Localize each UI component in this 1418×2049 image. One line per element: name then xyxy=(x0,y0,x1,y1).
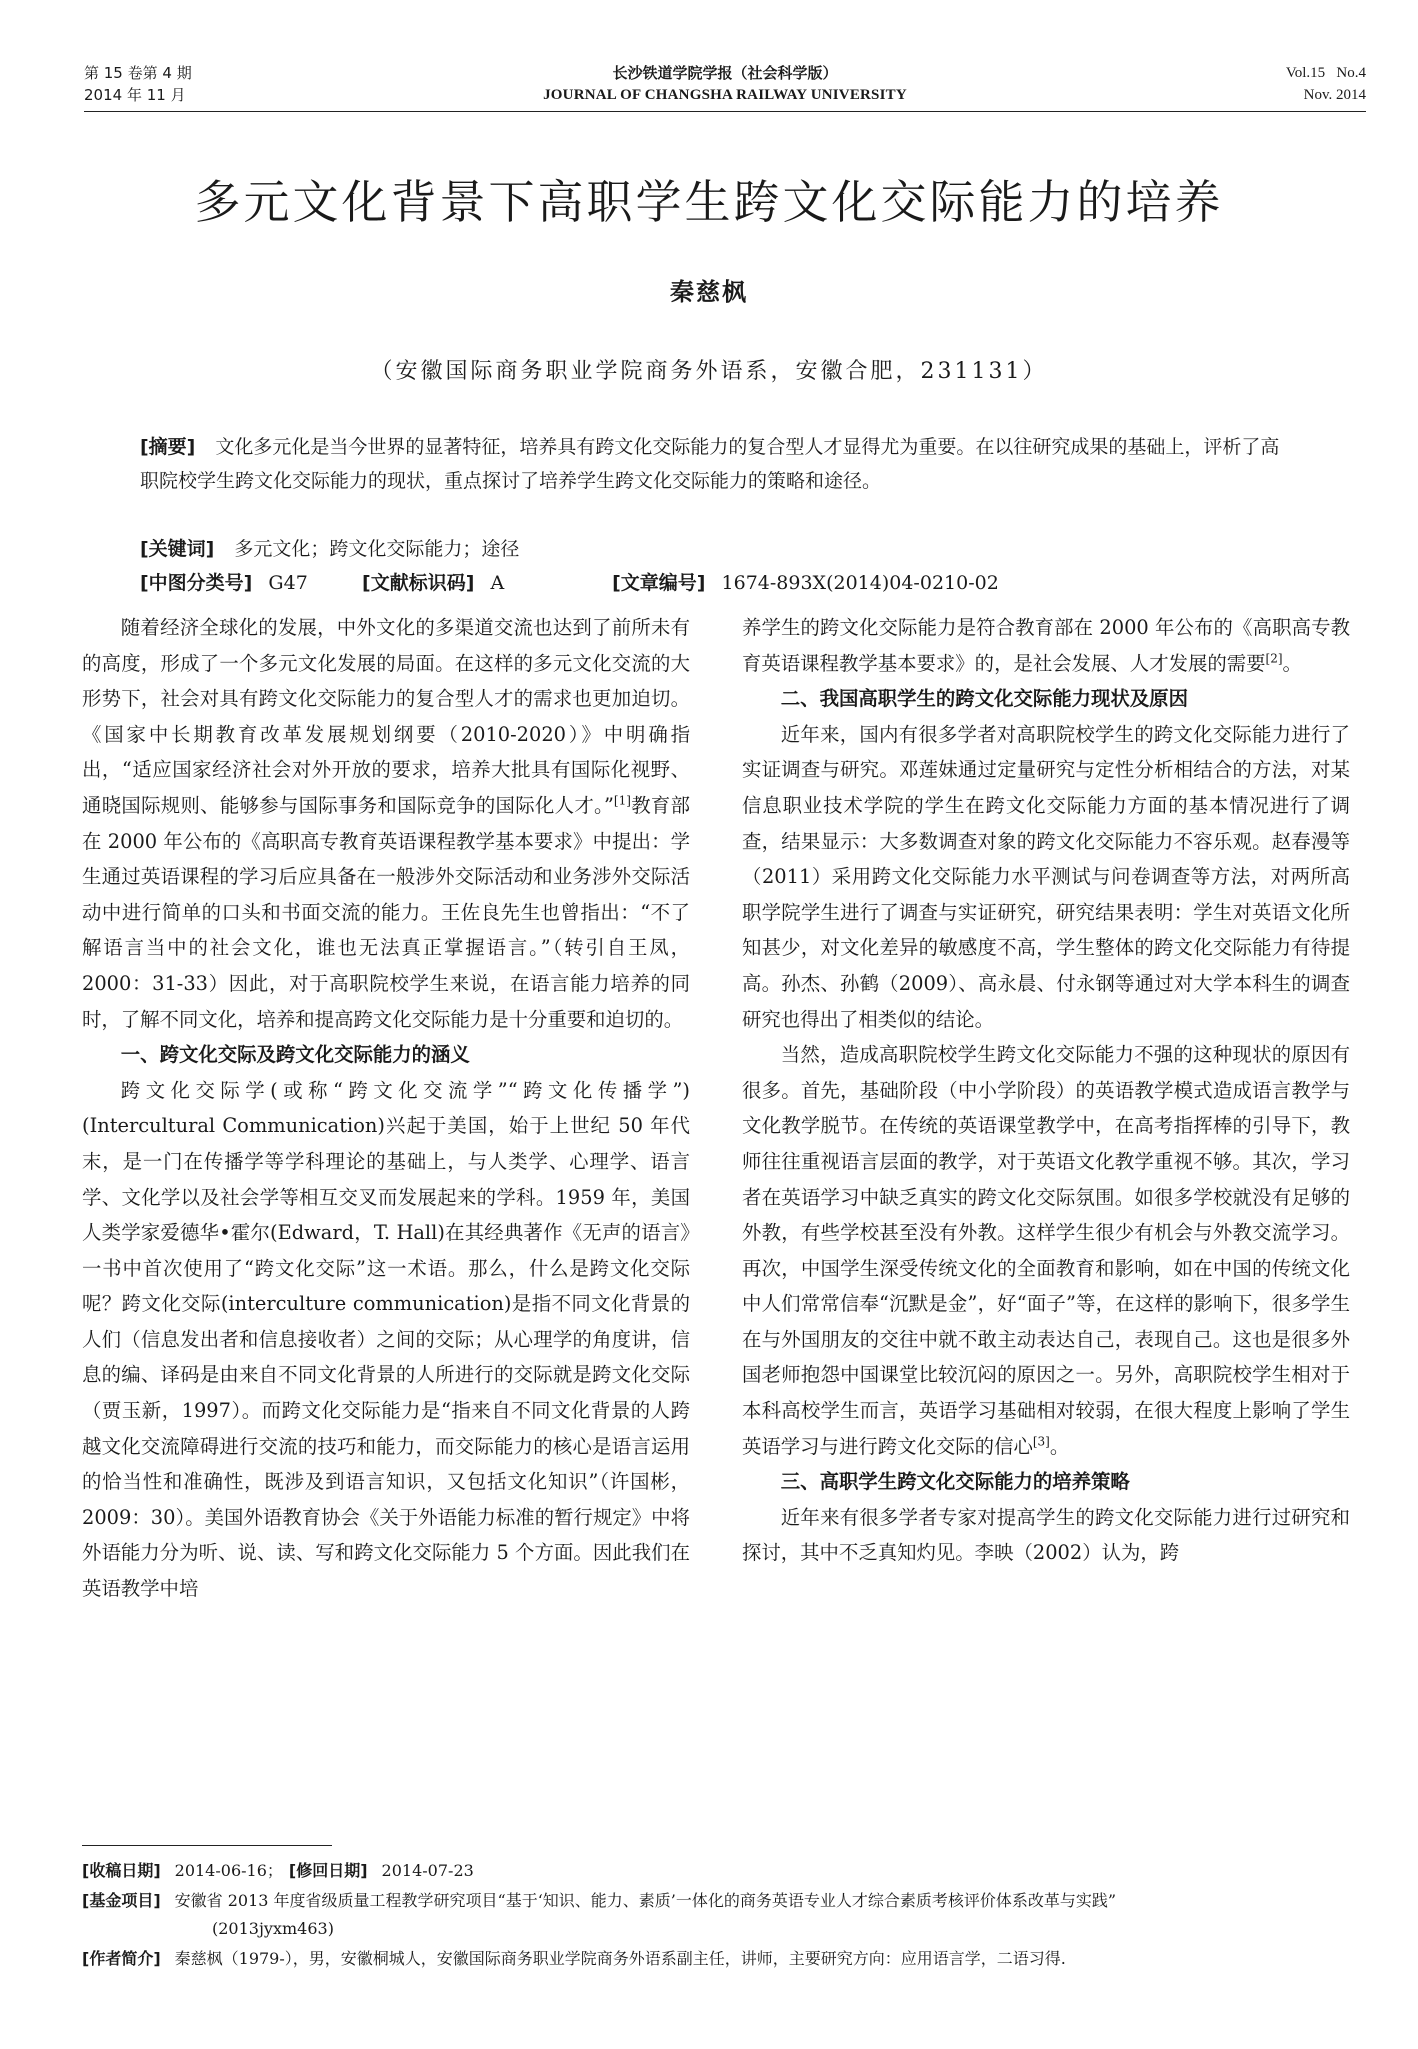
paragraph xyxy=(82,610,690,1037)
received-value: 2014-06-16； xyxy=(174,1861,283,1880)
article-author: 秦慈枫 xyxy=(670,278,748,306)
article-number-value: 1674-893X(2014)04-0210-02 xyxy=(721,572,999,594)
abstract-label: [摘要] xyxy=(140,436,196,458)
paragraph-text: 随着经济全球化的发展，中外文化的多渠道交流也达到了前所未有的高度，形成了一个多元文化发展的局面。在这样的多元文化交流的大形势下，社会对具有跨文化交际能力的复合型人才的需求也更加迫切。《国家中长期教育改革发展规划纲要（2010-2020）》中明确指出，“适应国家经济社会对外开放的要求，培养大批具有国际化视野、通晓国际规则、能够参与国际事务和国际竞争的国际化人才。” xyxy=(82,616,690,817)
paragraph xyxy=(742,610,1350,681)
footnote-dates xyxy=(82,1857,1372,1885)
clc-value: G47 xyxy=(268,572,308,594)
citation-ref: [1] xyxy=(613,793,631,808)
fund-text: 安徽省 2013 年度省级质量工程教学研究项目“基于‘知识、能力、素质’一体化的商务英语专业人才综合素质考核评价体系改革与实践” xyxy=(174,1891,1117,1910)
citation-ref: [2] xyxy=(1265,651,1283,666)
clc-cell xyxy=(140,566,340,600)
abstract xyxy=(140,430,1290,498)
doc-code-cell xyxy=(362,566,606,600)
article-title: 多元文化背景下高职学生跨文化交际能力的培养 xyxy=(194,175,1224,229)
fund-label: [基金项目] xyxy=(82,1891,161,1910)
revised-value: 2014-07-23 xyxy=(381,1861,474,1880)
clc-label: [中图分类号] xyxy=(140,572,253,594)
keywords-label: [关键词] xyxy=(140,538,215,560)
paragraph-text: 教育部在 2000 年公布的《高职高专教育英语课程教学基本要求》中提出：学生通过英语课程的学习后应具备在一般涉外交际活动和业务涉外交际活动中进行简单的口头和书面交流的能力。王佐良先生也曾指出：“不了解语言当中的社会文化，谁也无法真正掌握语言。”（转引自王凤，2000：31-33）因此，对于高职院校学生来说，在语言能力培养的同时，了解不同文化，培养和提高跨文化交际能力是十分重要和迫切的。 xyxy=(82,793,690,1031)
header-date-en: Nov. 2014 xyxy=(1303,87,1366,103)
received-label: [收稿日期] xyxy=(82,1861,161,1880)
paragraph: 近年来，国内有很多学者对高职院校学生的跨文化交际能力进行了实证调查与研究。邓莲妹通过定量研究与定性分析相结合的方法，对某信息职业技术学院的学生在跨文化交际能力方面的基本情况进行了调查，结果显示：大多数调查对象的跨文化交际能力不容乐观。赵春漫等（2011）采用跨文化交际能力水平测试与问卷调查等方法，对两所高职学院学生进行了调查与实证研究，研究结果表明：学生对英语文化所知甚少，对文化差异的敏感度不高，学生整体的跨文化交际能力有待提高。孙杰、孙鹤（2009）、高永晨、付永钢等通过对大学本科生的调查研究也得出了相类似的结论。 xyxy=(742,722,1350,1031)
keywords xyxy=(140,532,1290,566)
section-heading-3: 三、高职学生跨文化交际能力的培养策略 xyxy=(780,1470,1130,1494)
footnote-author xyxy=(82,1945,1372,1973)
paragraph-text: 。 xyxy=(1049,1434,1070,1458)
article-number-label: [文章编号] xyxy=(612,572,706,594)
footnote-rule xyxy=(82,1845,332,1846)
paragraph-text: 当然，造成高职院校学生跨文化交际能力不强的这种现状的原因有很多。首先，基础阶段（中小学阶段）的英语教学模式造成语言教学与文化教学脱节。在传统的英语课堂教学中，在高考指挥棒的引导下，教师往往重视语言层面的教学，对于英语文化教学重视不够。其次，学习者在英语学习中缺乏真实的跨文化交际氛围。如很多学校就没有足够的外教，有些学校甚至没有外教。这样学生很少有机会与外教交流学习。再次，中国学生深受传统文化的全面教育和影响，如在中国的传统文化中人们常常信奉“沉默是金”，好“面子”等，在这样的影响下，很多学生在与外国朋友的交往中就不敢主动表达自己，表现自己。这也是很多外国老师抱怨中国课堂比较沉闷的原因之一。另外，高职院校学生相对于本科高校学生而言，英语学习基础相对较弱，在很大程度上影响了学生英语学习与进行跨文化交际的信心 xyxy=(742,1043,1350,1458)
paragraph-text: 养学生的跨文化交际能力是符合教育部在 2000 年公布的《高职高专教育英语课程教学基本要求》的，是社会发展、人才发展的需要 xyxy=(742,616,1350,675)
author-affiliation: （安徽国际商务职业学院商务外语系，安徽合肥，231131） xyxy=(370,359,1048,384)
abstract-text: 文化多元化是当今世界的显著特征，培养具有跨文化交际能力的复合型人才显得尤为重要。在以往研究成果的基础上，评析了高职院校学生跨文化交际能力的现状，重点探讨了培养学生跨文化交际能力的策略和途径。 xyxy=(140,436,1280,492)
header-volume-en: Vol.15 No.4 xyxy=(1285,65,1366,81)
header-date-cn: 2014 年 11 月 xyxy=(84,86,186,104)
section-heading-2: 二、我国高职学生的跨文化交际能力现状及原因 xyxy=(780,687,1188,711)
journal-name-en: JOURNAL OF CHANGSHA RAILWAY UNIVERSITY xyxy=(543,87,907,103)
header-right xyxy=(1286,62,1366,106)
body-left-column xyxy=(82,610,690,1607)
citation-ref: [3] xyxy=(1032,1434,1050,1449)
header-center xyxy=(84,62,1366,106)
running-header xyxy=(84,60,1366,114)
journal-name-cn: 长沙铁道学院学报（社会科学版） xyxy=(612,64,838,82)
doc-code-value: A xyxy=(490,572,505,594)
classification-row xyxy=(140,566,1290,600)
paragraph: 近年来有很多学者专家对提高学生的跨文化交际能力进行过研究和探讨，其中不乏真知灼见。李映（2002）认为，跨 xyxy=(742,1505,1350,1565)
author-bio-label: [作者简介] xyxy=(82,1949,161,1968)
paragraph xyxy=(742,1037,1350,1464)
author-bio-text: 秦慈枫（1979-），男，安徽桐城人，安徽国际商务职业学院商务外语系副主任，讲师，主要研究方向：应用语言学，二语习得. xyxy=(174,1949,1066,1968)
keywords-text: 多元文化；跨文化交际能力；途径 xyxy=(234,538,520,560)
article-number-cell xyxy=(612,566,999,600)
body-right-column xyxy=(742,610,1350,1571)
header-rule xyxy=(84,111,1366,112)
revised-label: [修回日期] xyxy=(288,1861,368,1880)
paragraph-text: 。 xyxy=(1282,651,1302,675)
section-heading-1: 一、跨文化交际及跨文化交际能力的涵义 xyxy=(120,1043,470,1067)
footnote-fund xyxy=(82,1887,1372,1943)
header-volume-cn: 第 15 卷第 4 期 xyxy=(84,64,192,82)
doc-code-label: [文献标识码] xyxy=(362,572,475,594)
fund-code: (2013jyxm463) xyxy=(212,1919,334,1938)
paragraph: 跨文化交际学(或称“跨文化交流学”“跨文化传播学”)(Intercultural Communication)兴起于美国，始于上世纪 50 年代末，是一门在传播学等学科理论的基础上，与人类学、心理学、语言学、文化学以及社会学等相互交叉而发展起来的学科。1959 年，美国人类学家爱德华•霍尔(Edward，T. Hall)在其经典著作《无声的语言》一书中首次使用了“跨文化交际”这一术语。那么，什么是跨文化交际呢？跨文化交际(interculture communication)是指不同文化背景的人们（信息发出者和信息接收者）之间的交际；从心理学的角度讲，信息的编、译码是由来自不同文化背景的人所进行的交际就是跨文化交际（贾玉新，1997）。而跨文化交际能力是“指来自不同文化背景的人跨越文化交流障碍进行交流的技巧和能力，而交际能力的核心是语言运用的恰当性和准确性，既涉及到语言知识，又包括文化知识”（许国彬，2009：30）。美国外语教育协会《关于外语能力标准的暂行规定》中将外语能力分为听、说、读、写和跨文化交际能力 5 个方面。因此我们在英语教学中培 xyxy=(82,1078,690,1601)
